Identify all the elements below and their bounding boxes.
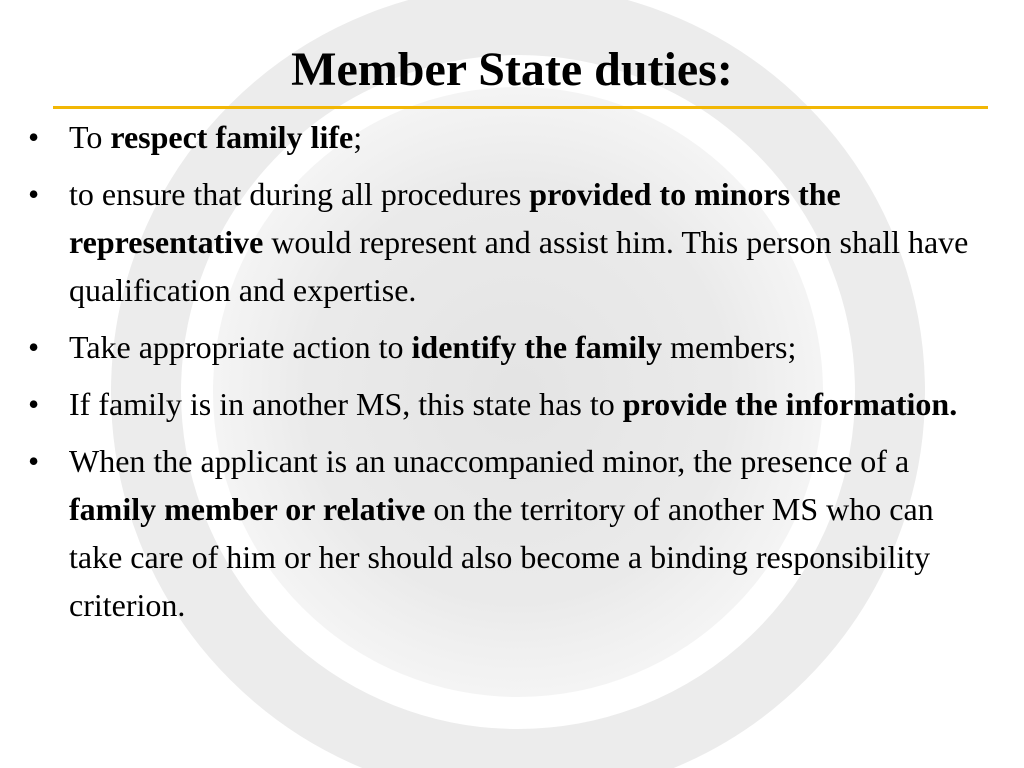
bullet-item-identify-family (20, 323, 993, 371)
bullet-glyph: • (28, 386, 40, 422)
bullet-glyph: • (28, 443, 40, 479)
bullet-text: Take appropriate action to identify the family members; (69, 329, 797, 365)
bullet-text: To respect family life; (69, 119, 363, 155)
bullet-glyph: • (28, 329, 40, 365)
bullet-list (20, 113, 993, 638)
bullet-item-unaccompanied-minor (20, 437, 993, 629)
title-underline (53, 106, 988, 109)
bullet-glyph: • (28, 176, 40, 212)
bullet-text: When the applicant is an unaccompanied minor, the presence of a family member or relative on the territory of another MS who can take care of him or her should also become a binding responsibility criterion. (69, 443, 934, 623)
bullet-item-representative (20, 170, 993, 314)
bullet-text: If family is in another MS, this state has to provide the information. (69, 386, 958, 422)
bullet-text: to ensure that during all procedures provided to minors the representative would represent and assist him. This person shall have qualification and expertise. (69, 176, 969, 308)
bullet-item-provide-information (20, 380, 993, 428)
slide-title: Member State duties: (291, 43, 733, 96)
bullet-item-respect-family-life (20, 113, 993, 161)
bullet-glyph: • (28, 119, 40, 155)
